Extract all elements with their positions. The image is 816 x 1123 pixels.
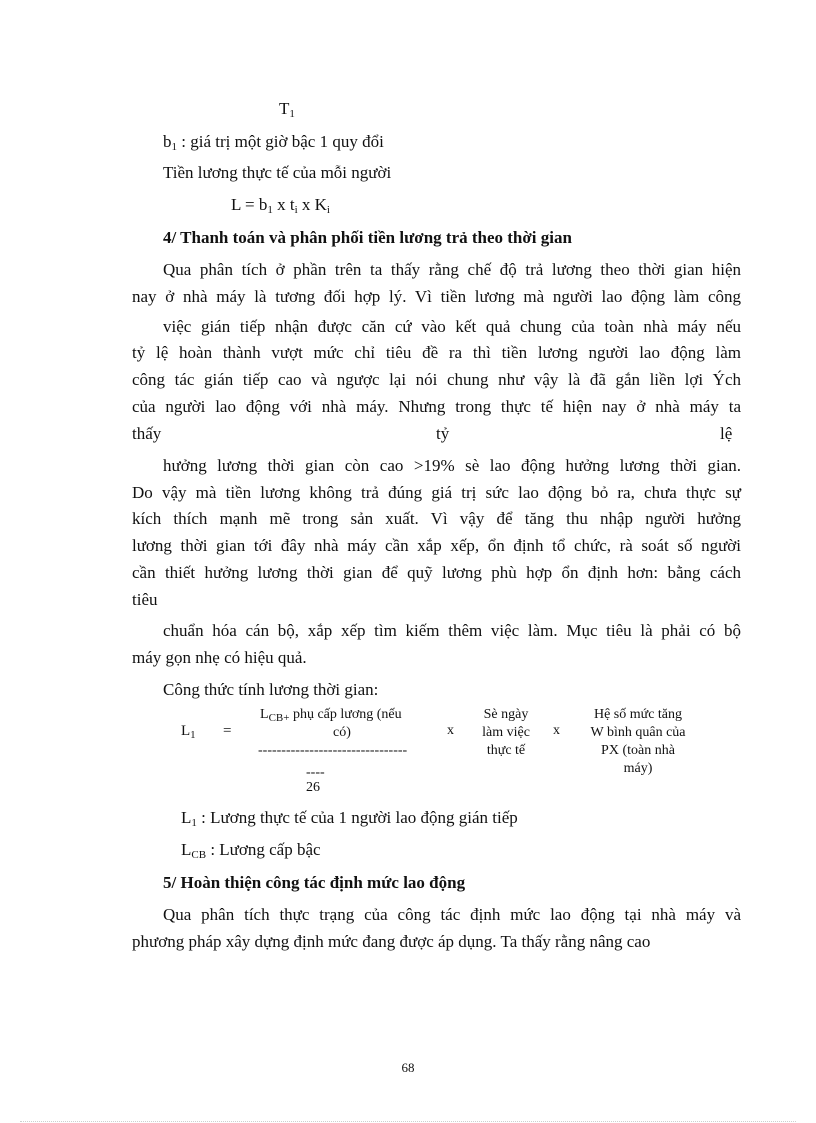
paragraph-line: lương thời gian tới đây nhà máy cần xắp xếp, ổn định tổ chức, rà soát số người: [132, 536, 741, 555]
paragraph-line: Qua phân tích ở phần trên ta thấy rằng chế độ trả lương theo thời gian hiện: [163, 260, 741, 279]
actual-wage-label: Tiền lương thực tế của mỗi người: [163, 163, 392, 182]
section-5-heading: 5/ Hoàn thiện công tác định mức lao động: [163, 873, 466, 892]
paragraph-line: chuẩn hóa cán bộ, xắp xếp tìm kiếm thêm việc làm. Mục tiêu là phải có bộ: [163, 621, 741, 640]
formula-times: x: [553, 723, 560, 738]
spread-word: tỷ: [436, 424, 450, 443]
spread-word: thấy: [132, 424, 162, 443]
paragraph-line: Do vậy mà tiền lương không trả đúng giá trị sức lao động bỏ ra, chưa thực sự: [132, 483, 741, 502]
formula-coefficient: Hệ số mức tăng W bình quân của PX (toàn nhà máy): [590, 707, 686, 776]
paragraph-line: hưởng lương thời gian còn cao >19% sè lao động hưởng lương thời gian.: [163, 456, 741, 475]
paragraph-line: công tác gián tiếp cao và ngược lại nói chung như vậy là đã gắn liền lợi Ých: [132, 370, 741, 389]
page-bottom-border: [20, 1121, 796, 1122]
formula-fraction-bar: --------------------------------: [258, 743, 408, 758]
formula-denominator: 26: [306, 780, 320, 795]
formula-equals: =: [223, 723, 232, 739]
formula-numerator-cont: có): [333, 725, 351, 740]
paragraph-line: cần thiết hưởng lương thời gian để quỹ lương phù hợp ổn định hơn: bằng cách: [132, 563, 741, 582]
paragraph-line: việc gián tiếp nhận được căn cứ vào kết quả chung của toàn nhà máy nếu: [163, 317, 741, 336]
paragraph-line: Qua phân tích thực trạng của công tác định mức lao động tại nhà máy và: [163, 905, 741, 924]
b1-definition: $b_1$ : giá trị một giờ bậc 1 quy đổi: [163, 132, 384, 153]
paragraph-line: kích thích mạnh mẽ trong sản xuất. Vì vậy để tăng thu nhập người hưởng: [132, 509, 741, 528]
paragraph-line: phương pháp xây dựng định mức đang được áp dụng. Ta thấy rằng nâng cao: [132, 932, 651, 951]
wage-formula: $L = b_1$ x $t_i$ x $K_i$: [231, 195, 330, 216]
spread-word: lệ: [720, 424, 733, 443]
formula-lhs: $L_1$: [181, 723, 196, 741]
paragraph-line: nay ở nhà máy là tương đối hợp lý. Vì tiền lương mà người lao động làm công: [132, 287, 741, 306]
formula-days: Sè ngày làm việc thực tế: [482, 707, 530, 758]
paragraph-line: của người lao động với nhà máy. Nhưng trong thực tế hiện nay ở nhà máy ta: [132, 397, 741, 416]
section-4-heading: 4/ Thanh toán và phân phối tiền lương trả theo thời gian: [163, 228, 572, 247]
lcb-definition: $L_{CB}$ : Lương cấp bậc: [181, 840, 321, 861]
formula-title: Công thức tính lương thời gian:: [163, 680, 379, 699]
page-number: 68: [401, 1060, 415, 1075]
paragraph-line: máy gọn nhẹ có hiệu quả.: [132, 648, 307, 667]
paragraph-line: tỷ lệ hoàn thành vượt mức chỉ tiêu đề ra thì tiền lương người lao động làm: [132, 343, 741, 362]
fraction-denominator: $T_1$: [279, 99, 295, 120]
formula-numerator: $L_{CB+}$ phụ cấp lương (nếu: [260, 707, 402, 724]
paragraph-line: tiêu: [132, 590, 158, 609]
formula-fraction-bar: ----: [306, 765, 325, 780]
formula-times: x: [447, 723, 454, 738]
l1-definition: $L_1$ : Lương thực tế của 1 người lao động gián tiếp: [181, 808, 518, 829]
